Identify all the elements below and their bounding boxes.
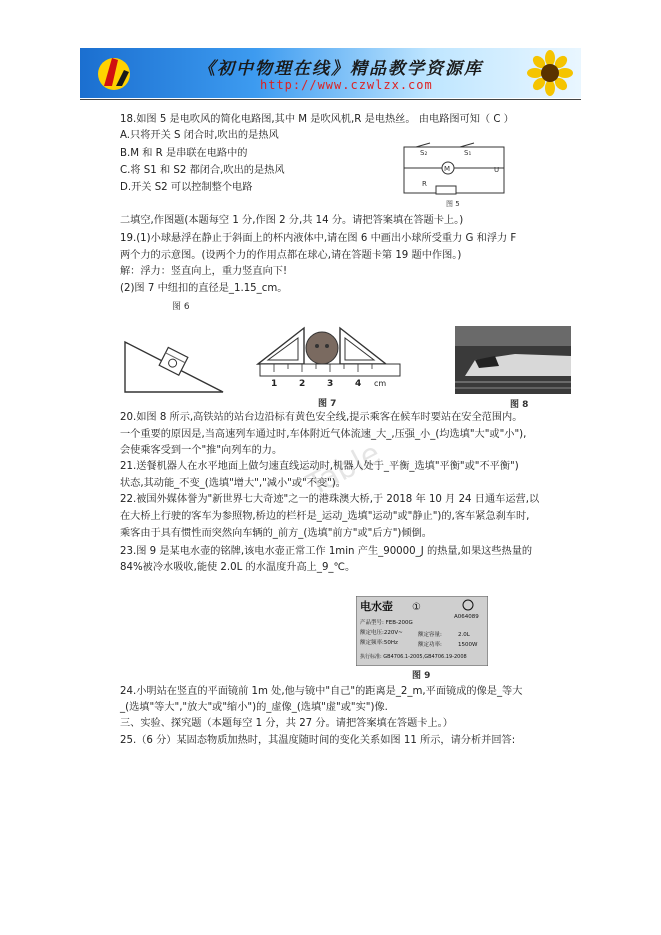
ruler-tick-4: 4 [355, 379, 362, 389]
q21-line2: 状态,其动能_不变_(选填"增大","减小"或"不变")。 [120, 478, 346, 489]
figure-9-caption: 图 9 [412, 671, 431, 681]
figure-7-ruler [256, 326, 406, 396]
q18-option-d: D.开关 S2 可以控制整个电路 [120, 182, 253, 193]
figure-6-caption: 图 6 [172, 302, 190, 312]
ruler-unit: cm [374, 379, 387, 388]
plate-number: ① [412, 602, 421, 613]
figure-8-train-photo [455, 326, 571, 394]
figure-7-caption: 图 7 [318, 399, 337, 409]
q23-line1: 23.图 9 是某电水壶的铭牌,该电水壶正常工作 1min 产生_90000_J 的热量,如果这些热量的 [120, 546, 533, 557]
ruler-tick-1: 1 [271, 379, 278, 389]
plate-title: 电水壶 [360, 600, 393, 613]
plate-capacity-value: 2.0L [458, 632, 470, 638]
q18-stem: 18.如图 5 是电吹风的简化电路图,其中 M 是吹风机,R 是电热丝。 由电路图可知（ C ） [120, 114, 514, 125]
ruler-tick-2: 2 [299, 379, 306, 389]
q24-line1: 24.小明站在竖直的平面镜前 1m 处,他与镜中"自己"的距离是_2_m,平面镜成的像是_等大 [120, 686, 523, 697]
q25-stem: 25.（6 分）某固态物质加热时，其温度随时间的变化关系如图 11 所示，请分析并回答: [120, 735, 516, 746]
q19-line4: (2)图 7 中纽扣的直径是_1.15_cm。 [120, 283, 288, 294]
q24-line2: _(选填"等大","放大"或"缩小")的_虚像_(选填"虚"或"实")像. [120, 702, 388, 713]
figure-8-caption: 图 8 [510, 400, 529, 410]
header-divider [80, 99, 581, 100]
q22-line1: 22.被国外媒体誉为"新世界七大奇迹"之一的港珠澳大桥,于 2018 年 10 月 24 日通车运营,以 [120, 494, 540, 505]
watermark: Table [301, 435, 387, 504]
q19-line1: 19.(1)小球悬浮在静止于斜面上的杯内液体中,请在图 6 中画出小球所受重力 G 和浮力 F [120, 233, 517, 244]
motor-label: M [444, 165, 451, 173]
switch-s2-label: S₂ [420, 149, 428, 157]
figure-6-incline [123, 328, 225, 396]
q22-line3: 乘客由于具有惯性而突然向车辆的_前方_(选填"前方"或"后方")倾倒。 [120, 528, 432, 539]
plate-voltage: 额定电压:220V~ [360, 630, 403, 636]
button-object [306, 332, 338, 364]
resistor-label: R [422, 180, 427, 188]
sunflower-icon [527, 50, 573, 96]
q21-line1: 21.送餐机器人在水平地面上做匀速直线运动时,机器人处于_平衡_选填"平衡"或"不平衡") [120, 461, 519, 472]
q23-line2: 84%被冷水吸收,能使 2.0L 的水温度升高上_9_℃。 [120, 562, 356, 573]
section-2-heading: 二填空,作图题(本题每空 1 分,作图 2 分,共 14 分。请把答案填在答题卡上。) [120, 215, 464, 226]
header-title: 《初中物理在线》精品教学资源库 [198, 59, 483, 79]
plate-standard: 执行标准: GB4706.1-2005,GB4706.19-2008 [360, 654, 467, 660]
voltage-label: U [494, 166, 500, 174]
switch-s1-label: S₁ [464, 149, 472, 157]
q19-line3: 解：浮力：竖直向上，重力竖直向下! [120, 266, 288, 277]
ruler-tick-3: 3 [327, 379, 334, 389]
q19-line2: 两个力的示意图。(设两个力的作用点都在球心,请在答题卡第 19 题中作图。) [120, 250, 462, 261]
site-logo-icon [94, 52, 134, 92]
plate-capacity-label: 额定容量: [418, 632, 442, 638]
q20-line1: 20.如图 8 所示,高铁站的站台边沿标有黄色安全线,提示乘客在候车时要站在安全范围内。 [120, 412, 523, 423]
q20-line3: 会使乘客受到一个"推"向列车的力。 [120, 445, 283, 456]
figure-9-nameplate [356, 596, 488, 666]
plate-frequency: 额定频率:50Hz [360, 640, 398, 646]
figure-5-caption: 图 5 [446, 200, 460, 208]
q18-option-a: A.只将开关 S 闭合时,吹出的是热风 [120, 130, 279, 141]
q22-line2: 在大桥上行驶的客车为参照物,桥边的栏杆是_运动_选填"运动"或"静止")的,客车紧急刹车时, [120, 511, 530, 522]
q20-line2: 一个重要的原因是,当高速列车通过时,车体附近气体流速_大_,压强_小_(均选填"大"或"小"), [120, 429, 527, 440]
q18-option-c: C.将 S1 和 S2 都闭合,吹出的是热风 [120, 165, 285, 176]
figure-5-circuit [398, 142, 516, 210]
plate-model: 产品型号: FEB-200G [360, 620, 413, 626]
plate-power-value: 1500W [458, 642, 478, 648]
header-banner [80, 48, 581, 98]
plate-power-label: 额定功率: [418, 642, 442, 648]
header-url[interactable]: http://www.czwlzx.com [260, 78, 433, 92]
q18-option-b: B.M 和 R 是串联在电路中的 [120, 148, 248, 159]
section-3-heading: 三、实验、探究题（本题每空 1 分，共 27 分。请把答案填在答题卡上。） [120, 718, 453, 729]
plate-code: A064089 [454, 614, 479, 620]
